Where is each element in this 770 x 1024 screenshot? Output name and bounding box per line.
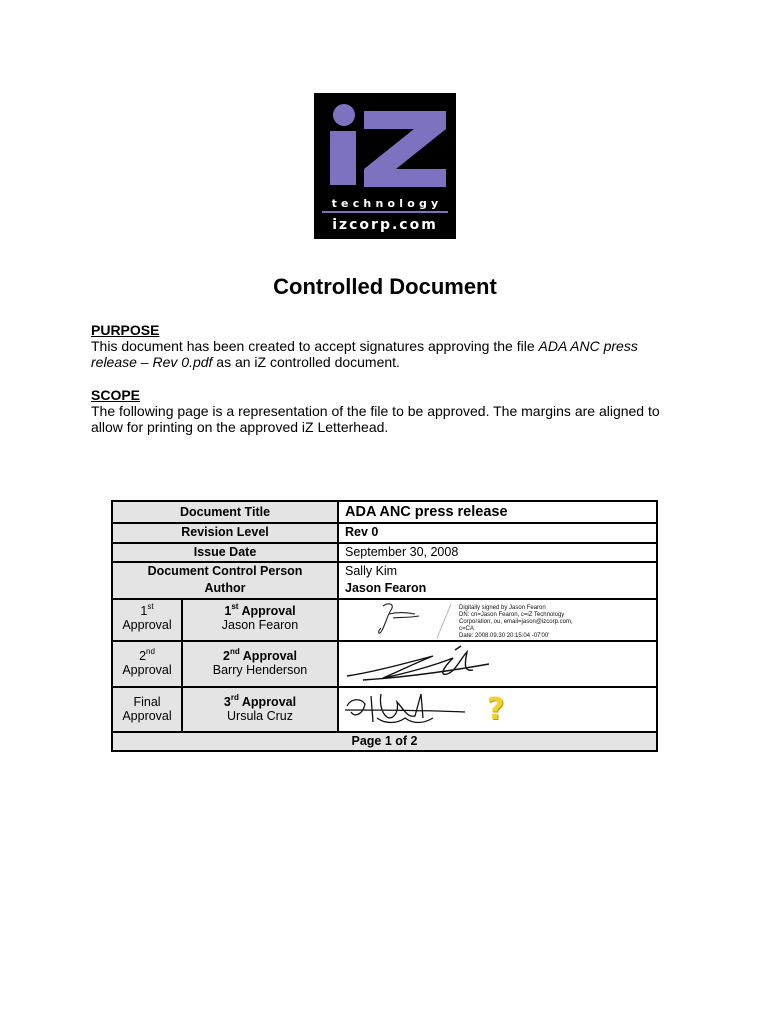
approval-2-title <box>183 649 337 677</box>
logo-word-url: izcorp.com <box>332 217 438 233</box>
label-author: Author <box>204 581 246 595</box>
pending-approval-question-mark: ? <box>487 692 505 727</box>
scope-heading: SCOPE <box>91 387 141 403</box>
scope-section <box>91 387 671 435</box>
approval-1-name: Jason Fearon <box>221 618 299 632</box>
value-document-control-person: Sally Kim <box>345 564 398 578</box>
approval-2-title-word: Approval <box>242 649 297 663</box>
value-issue-date: September 30, 2008 <box>345 545 459 559</box>
signature-2-handwritten <box>343 644 503 686</box>
digital-signature-line: Corporation, ou, email=jason@izcorp.com, c=CA <box>459 619 573 632</box>
approval-3-ordinal <box>113 695 181 723</box>
approval-1-ord-word: Approval <box>122 618 172 632</box>
approval-1-title-sup: st <box>231 602 239 611</box>
approval-2-title-sup: nd <box>229 647 240 656</box>
signature-3-handwritten <box>341 688 471 730</box>
value-revision-level: Rev 0 <box>345 525 379 539</box>
digital-signature-line: Digitally signed by Jason Fearon <box>459 605 546 611</box>
approval-1-title <box>183 604 337 632</box>
approval-3-ord-num: Final <box>133 695 161 709</box>
approval-3-title-num: 3 <box>223 695 231 709</box>
approval-1-title-word: Approval <box>241 604 296 618</box>
purpose-text-after: as an iZ controlled document. <box>212 354 400 370</box>
approval-2-title-num: 2 <box>223 649 230 663</box>
page-number: Page 1 of 2 <box>351 734 418 748</box>
approval-3-title <box>183 695 337 723</box>
purpose-heading: PURPOSE <box>91 322 160 338</box>
label-document-title: Document Title <box>179 505 271 519</box>
approval-2-ordinal <box>113 649 181 677</box>
value-author: Jason Fearon <box>345 581 427 595</box>
approval-2-ord-word: Approval <box>122 663 172 677</box>
label-revision-level: Revision Level <box>181 525 269 539</box>
approval-form-table <box>111 500 658 752</box>
approval-1-ord-num: 1 <box>140 604 148 618</box>
iz-technology-logo <box>314 93 456 239</box>
page-title: Controlled Document <box>273 274 497 299</box>
approval-1-title-num: 1 <box>224 604 232 618</box>
purpose-text <box>91 338 671 370</box>
label-issue-date: Issue Date <box>193 545 257 559</box>
purpose-text-before: This document has been created to accept signatures approving the file <box>91 338 539 354</box>
approval-2-ord-sup: nd <box>146 647 155 656</box>
logo-word-technology: technology <box>331 197 443 210</box>
purpose-section <box>91 322 671 370</box>
scope-text: The following page is a representation of the file to be approved. The margins are aligned to allow for printing on the approved iZ Letterhead. <box>91 403 660 435</box>
approval-2-ord-num: 2 <box>139 649 147 663</box>
approval-3-title-word: Approval <box>241 695 297 709</box>
approval-3-name: Ursula Cruz <box>227 709 293 723</box>
label-document-control-person: Document Control Person <box>147 564 303 578</box>
approval-3-title-sup: rd <box>230 693 239 702</box>
approval-1-ord-sup: st <box>147 602 154 611</box>
approval-1-ordinal <box>113 604 181 632</box>
approval-2-name: Barry Henderson <box>212 663 308 677</box>
signature-1-slash <box>431 602 455 640</box>
digital-signature-line: Date: 2008.09.30 20:15:04 -07'00' <box>459 633 550 639</box>
digital-signature-line: DN: cn=Jason Fearon, c=iZ Technology <box>459 612 565 618</box>
digital-signature-block <box>459 605 589 640</box>
purpose-file-name: ADA ANC press release – Rev 0.pdf <box>91 338 638 370</box>
signature-1-handwritten <box>375 602 425 638</box>
approval-3-ord-word: Approval <box>122 709 172 723</box>
value-document-title: ADA ANC press release <box>345 504 508 520</box>
logo-rule <box>322 211 448 213</box>
